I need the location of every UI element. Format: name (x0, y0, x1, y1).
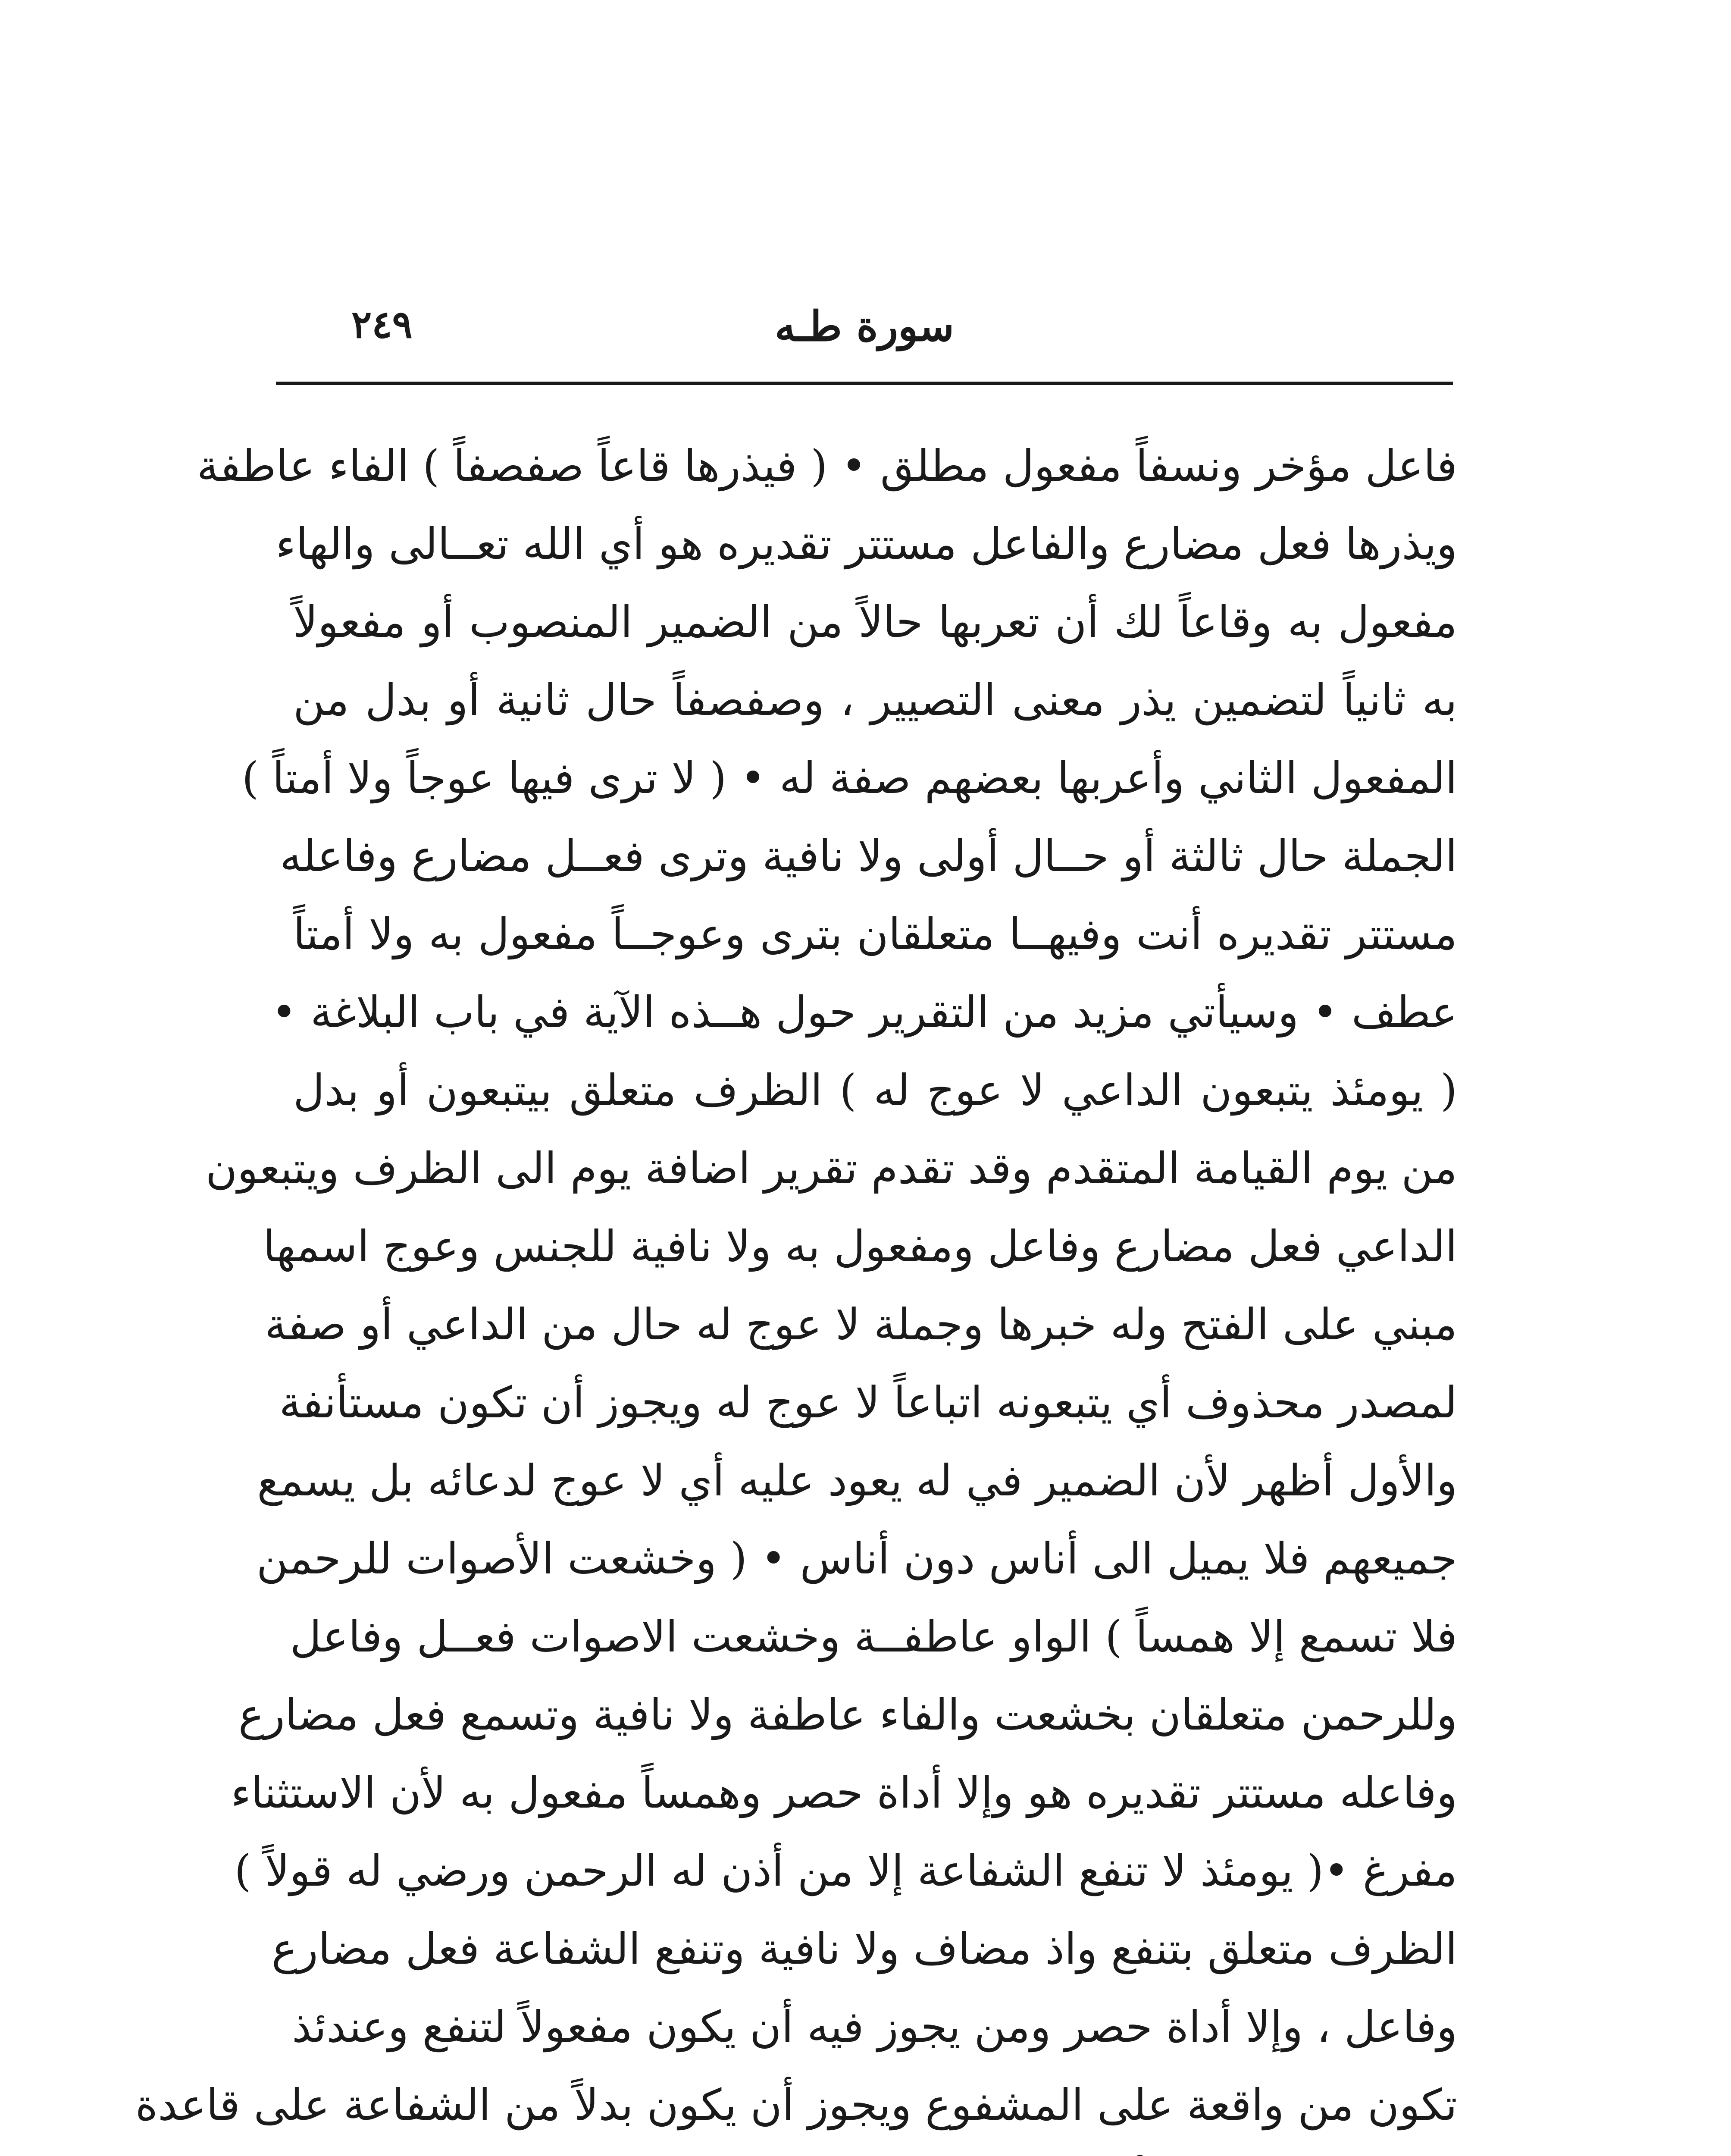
text-line: مبني على الفتح وله خبرها وجملة لا عوج له حال من الداعي أو صفة (265, 1299, 1457, 1350)
text-line: ( يومئذ يتبعون الداعي لا عوج له ) الظرف متعلق بيتبعون أو بدل (293, 1065, 1457, 1116)
page-number: ٢٤٩ (351, 302, 413, 347)
text-line: المفعول الثاني وأعربها بعضهم صفة له • ( لا ترى فيها عوجاً ولا أمتاً ) (241, 753, 1457, 803)
text-line: وللرحمن متعلقان بخشعت والفاء عاطفة ولا نافية وتسمع فعل مضارع (238, 1689, 1457, 1740)
text-line: مفرغ •( يومئذ لا تنفع الشفاعة إلا من أذن له الرحمن ورضي له قولاً ) (234, 1846, 1457, 1896)
text-line: مفعول به وقاعاً لك أن تعربها حالاً من الضمير المنصوب أو مفعولاً (293, 597, 1457, 647)
body-text (135, 427, 1457, 2156)
text-line: ويذرها فعل مضارع والفاعل مستتر تقديره هو أي الله تعــالى والهاء (275, 519, 1457, 569)
header-rule (276, 382, 1453, 385)
text-line: الجملة حال ثالثة أو حــال أولى ولا نافية وترى فعــل مضارع وفاعله (280, 831, 1457, 881)
text-line: فلا تسمع إلا همساً ) الواو عاطفــة وخشعت الاصوات فعــل وفاعل (290, 1611, 1457, 1662)
text-line: تكون من واقعة على المشفوع ويجوز أن يكون بدلاً من الشفاعة على قاعدة (135, 2080, 1457, 2130)
text-line: جميعهم فلا يميل الى أناس دون أناس • ( وخشعت الأصوات للرحمن (256, 1533, 1457, 1584)
text-line: وفاعله مستتر تقديره هو وإلا أداة حصر وهمساً مفعول به لأن الاستثناء (231, 1767, 1457, 1818)
text-line: الظرف متعلق بتنفع واذ مضاف ولا نافية وتنفع الشفاعة فعل مضارع (271, 1924, 1457, 1974)
text-line (293, 2144, 1457, 2156)
text-line: وفاعل ، وإلا أداة حصر ومن يجوز فيه أن يكون مفعولاً لتنفع وعندئذ (292, 2002, 1457, 2052)
text-line: الداعي فعل مضارع وفاعل ومفعول به ولا نافية للجنس وعوج اسمها (263, 1221, 1457, 1272)
text-line: لمصدر محذوف أي يتبعونه اتباعاً لا عوج له ويجوز أن تكون مستأنفة (279, 1377, 1457, 1428)
text-line: عطف • وسيأتي مزيد من التقرير حول هــذه الآية في باب البلاغة • (271, 987, 1457, 1037)
text-line: به ثانياً لتضمين يذر معنى التصيير ، وصفصفاً حال ثانية أو بدل من (293, 675, 1457, 725)
page-header (276, 285, 1453, 354)
text-line: من يوم القيامة المتقدم وقد تقدم تقرير اضافة يوم الى الظرف ويتبعون (205, 1143, 1457, 1194)
text-line: فاعل مؤخر ونسفاً مفعول مطلق • ( فيذرها قاعاً صفصفاً ) الفاء عاطفة (197, 441, 1457, 491)
text-line: مستتر تقديره أنت وفيهــا متعلقان بترى وعوجــاً مفعول به ولا أمتاً (293, 909, 1457, 959)
running-title: سورة طـه (774, 302, 955, 351)
text-line: والأول أظهر لأن الضمير في له يعود عليه أي لا عوج لدعائه بل يسمع (257, 1455, 1457, 1506)
